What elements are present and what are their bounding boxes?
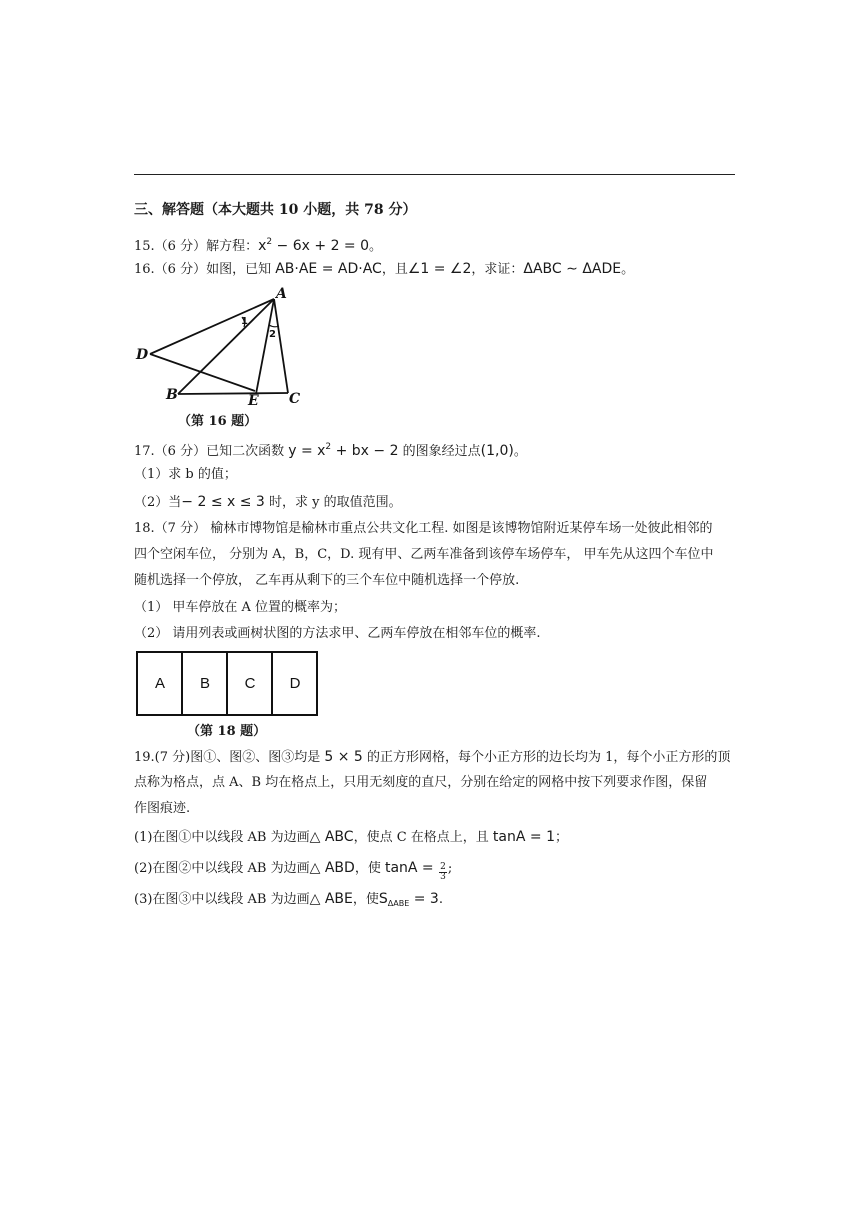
fraction-numerator: 2 bbox=[440, 862, 446, 872]
q19-l4-suffix: ； bbox=[554, 830, 568, 845]
label-e: E bbox=[248, 393, 259, 409]
q19-l6-triangle: △ ABE bbox=[309, 891, 353, 907]
label-angle-1: 1 bbox=[241, 316, 248, 327]
question-18-line-2: 四个空闲车位， 分别为 A，B，C，D. 现有甲、乙两车准备到该停车场停车， 甲车先从这四个车位中 bbox=[134, 547, 714, 562]
area-value: = 3 bbox=[409, 891, 439, 907]
question-17-line-3 bbox=[134, 493, 402, 512]
question-15 bbox=[134, 233, 382, 256]
question-18-line-3: 随机选择一个停放， 乙车再从剩下的三个车位中随机选择一个停放. bbox=[134, 573, 520, 588]
q19-suffix: 的正方形网格，每个小正方形的边长均为 1，每个小正方形的顶 bbox=[362, 750, 731, 765]
question-17-line-2: （1）求 b 的值； bbox=[134, 467, 237, 482]
q19-l5-condition: tanA = bbox=[384, 860, 439, 876]
label-angle-2: 2 bbox=[269, 329, 276, 340]
question-19-line-2: 点称为格点，点 A、B 均在格点上，只用无刻度的直尺，分别在给定的网格中按下列要求作图，保留 bbox=[134, 775, 708, 790]
q19-l6-prefix: (3)在图③中以线段 AB 为边画 bbox=[134, 892, 310, 907]
q19-l4-triangle: △ ABC bbox=[309, 829, 354, 845]
q16-suffix: 。 bbox=[621, 262, 635, 277]
question-18-line-5: （2） 请用列表或画树状图的方法求甲、乙两车停放在相邻车位的概率. bbox=[134, 626, 541, 641]
label-d: D bbox=[136, 347, 149, 363]
q15-eq-rest: − 6x + 2 = 0 bbox=[272, 238, 370, 254]
label-b: B bbox=[166, 387, 178, 403]
slot-d: D bbox=[289, 675, 301, 692]
question-18-line-1: 18.（7 分） 榆林市博物馆是榆林市重点公共文化工程. 如图是该博物馆附近某停车场一处彼此相邻的 bbox=[134, 521, 713, 536]
q16-prefix: 16.（6 分）如图，已知 bbox=[134, 262, 276, 277]
segment-bc bbox=[178, 393, 288, 394]
label-a: A bbox=[276, 286, 287, 302]
q15-suffix: 。 bbox=[369, 239, 383, 254]
q19-l6-suffix: . bbox=[438, 892, 443, 907]
q16-condition-2: ∠1 = ∠2 bbox=[407, 261, 472, 277]
figure-16-caption: （第 16 题） bbox=[178, 414, 258, 429]
q17-fn-rest: + bx − 2 bbox=[331, 443, 399, 459]
question-16 bbox=[134, 260, 634, 279]
q17-mid: 的图象经过点 bbox=[398, 444, 481, 459]
question-18-line-4: （1） 甲车停放在 A 位置的概率为； bbox=[134, 600, 347, 615]
area-symbol: S bbox=[378, 891, 388, 907]
q17-l3-prefix: （2）当 bbox=[134, 495, 182, 510]
figure-18-parking-slots bbox=[135, 650, 321, 718]
q19-l6-mid: ，使 bbox=[352, 892, 379, 907]
q15-prefix: 15.（6 分）解方程： bbox=[134, 239, 259, 254]
q19-l4-condition: tanA = 1 bbox=[492, 829, 555, 845]
q16-condition-1: AB·AE = AD·AC bbox=[275, 261, 382, 277]
q17-range: − 2 ≤ x ≤ 3 bbox=[181, 494, 265, 510]
q15-eq-exp: 2 bbox=[266, 237, 273, 247]
figure-16-triangle bbox=[130, 282, 310, 427]
figure-18-caption: （第 18 题） bbox=[187, 724, 267, 739]
slot-a: A bbox=[154, 675, 166, 692]
segment-ad bbox=[150, 299, 274, 354]
slot-c: C bbox=[244, 675, 256, 692]
question-17-line-1 bbox=[134, 438, 527, 461]
q17-suffix: 。 bbox=[513, 444, 527, 459]
q19-grid-size: 5 × 5 bbox=[324, 749, 363, 765]
q15-equation bbox=[258, 238, 369, 254]
q19-l5-fraction bbox=[439, 863, 447, 882]
header-rule bbox=[134, 174, 735, 175]
q19-l4-mid: ，使点 C 在格点上，且 bbox=[353, 830, 493, 845]
q17-l3-suffix: 时，求 y 的取值范围。 bbox=[264, 495, 402, 510]
area-subscript: ΔABE bbox=[387, 899, 410, 908]
segment-de bbox=[150, 354, 255, 391]
q17-prefix: 17.（6 分）已知二次函数 bbox=[134, 444, 289, 459]
q17-fn-y: y = x bbox=[288, 443, 326, 459]
question-19-line-4 bbox=[134, 828, 568, 847]
q19-l6-area bbox=[379, 891, 439, 907]
question-19-line-3: 作图痕迹. bbox=[134, 801, 191, 816]
q19-l5-prefix: (2)在图②中以线段 AB 为边画 bbox=[134, 861, 310, 876]
label-c: C bbox=[289, 391, 301, 407]
q17-function bbox=[288, 443, 398, 459]
q16-mid-2: ，求证： bbox=[471, 262, 524, 277]
q15-eq-x: x bbox=[258, 238, 267, 254]
q19-prefix: 19.(7 分)图①、图②、图③均是 bbox=[134, 750, 325, 765]
question-19-line-5 bbox=[134, 859, 452, 882]
q16-mid-1: ，且 bbox=[381, 262, 408, 277]
q16-condition-3: ΔABC ∼ ΔADE bbox=[523, 261, 622, 277]
q17-point: (1,0) bbox=[480, 443, 514, 459]
question-19-line-1 bbox=[134, 748, 730, 767]
question-19-line-6 bbox=[134, 890, 443, 913]
q19-l4-prefix: (1)在图①中以线段 AB 为边画 bbox=[134, 830, 310, 845]
slot-b: B bbox=[199, 675, 211, 692]
section-title: 三、解答题（本大题共 10 小题，共 78 分） bbox=[134, 202, 417, 218]
q19-l5-mid: ，使 bbox=[354, 861, 385, 876]
fraction-denominator: 3 bbox=[440, 872, 446, 882]
q19-l5-suffix: ; bbox=[447, 861, 453, 876]
segment-ac bbox=[274, 299, 288, 393]
q17-fn-exp: 2 bbox=[325, 442, 332, 452]
q19-l5-triangle: △ ABD bbox=[309, 860, 355, 876]
